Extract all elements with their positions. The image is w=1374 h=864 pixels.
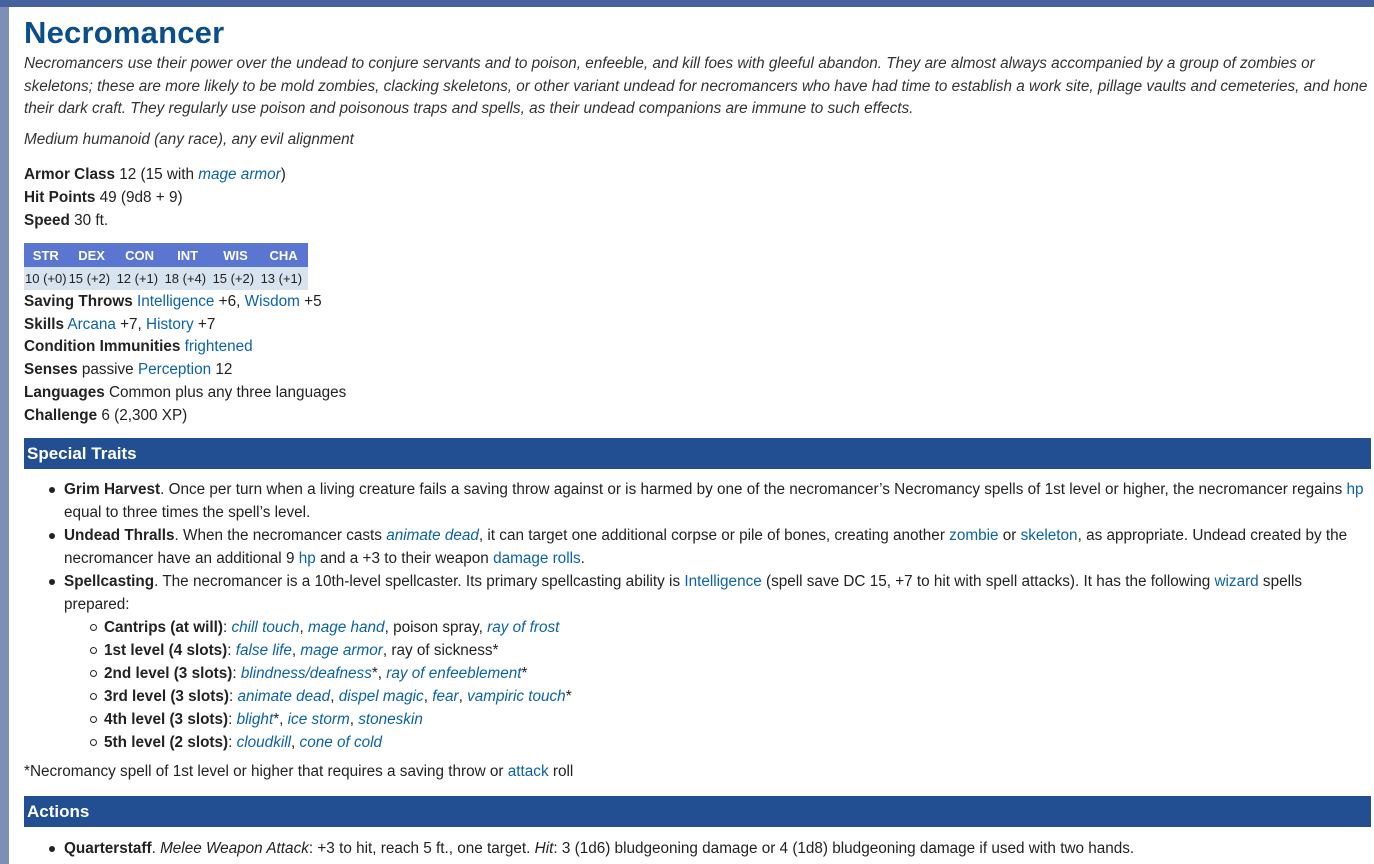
ability-header-cha: CHA	[260, 243, 308, 267]
skills-line	[24, 313, 215, 336]
spell-link-blindness-deafness[interactable]: blindness/deafness	[240, 665, 372, 682]
special-traits-list	[24, 478, 1364, 754]
ability-value-wis: 15 (+2)	[212, 267, 260, 290]
action-text: : 3 (1d6) bludgeoning damage or 4 (1d8) bludgeoning damage if used with two hands.	[553, 840, 1135, 857]
spell-level-label: 1st level (4 slots)	[104, 642, 228, 659]
trait-text: and a +3 to their weapon	[315, 550, 494, 567]
arcana-value: +7,	[115, 316, 147, 333]
saving-throws-label: Saving Throws	[24, 293, 133, 310]
wizard-link[interactable]: wizard	[1214, 573, 1259, 590]
spell-row-1st: 1st level (4 slots): false life, mage armor, ray of sickness*	[104, 639, 1364, 662]
spell-link-stoneskin[interactable]: stoneskin	[358, 711, 423, 728]
ability-value-cha: 13 (+1)	[260, 267, 308, 290]
page-title: Necromancer	[24, 15, 225, 50]
spell-link-animate-dead[interactable]: animate dead	[237, 688, 331, 705]
action-quarterstaff: Quarterstaff. Melee Weapon Attack: +3 to hit, reach 5 ft., one target. Hit: 3 (1d6) bludgeoning damage or 4 (1d8) bludgeoning damage if used with two hands.	[64, 837, 1364, 860]
condition-immunities-line	[24, 335, 253, 358]
intro-text: Necromancers use their power over the undead to conjure servants and to poison, enfeeble, and kill foes with gleeful abandon. They are almost always accompanied by a group of zombies or skeletons; these are more likely to be mold zombies, clacking skeletons, or other variant undead for necromancers who have had time to establish a work site, pillage vaults and cemeteries, and hone their dark craft. They regularly use poison and poisonous traps and spells, as their undead companions are immune to such effects.	[24, 55, 1368, 117]
trait-name: Undead Thralls	[64, 527, 175, 544]
spell-link-ice-storm[interactable]: ice storm	[287, 711, 350, 728]
history-value: +7	[193, 316, 216, 333]
ability-header-con: CON	[116, 243, 164, 267]
ability-header-str: STR	[24, 243, 68, 267]
senses-label: Senses	[24, 361, 78, 378]
trait-spellcasting	[64, 570, 1364, 754]
spell-link-vampiric-touch[interactable]: vampiric touch	[467, 688, 566, 705]
speed-label: Speed	[24, 212, 70, 229]
spell-link-false-life[interactable]: false life	[235, 642, 292, 659]
languages-line	[24, 381, 346, 404]
spell-link-cone-of-cold[interactable]: cone of cold	[299, 734, 383, 751]
footnote-end: roll	[548, 763, 574, 780]
trait-text: (spell save DC 15, +7 to hit with spell attacks). It has the following	[761, 573, 1215, 590]
armor-class-line	[24, 163, 286, 186]
action-text: : +3 to hit, reach 5 ft., one target.	[308, 840, 535, 857]
spell-row-4th: 4th level (3 slots): blight*, ice storm, stoneskin	[104, 708, 1364, 731]
animate-dead-link[interactable]: animate dead	[386, 527, 479, 544]
attack-link[interactable]: attack	[507, 763, 549, 780]
frightened-link[interactable]: frightened	[184, 338, 253, 355]
spell-link-ray-of-enfeeblement[interactable]: ray of enfeeblement	[386, 665, 522, 682]
hp-link[interactable]: hp	[298, 550, 316, 567]
spell-link-mage-hand[interactable]: mage hand	[308, 619, 385, 636]
necromancy-footnote	[24, 763, 573, 781]
hit-points-line	[24, 186, 183, 209]
spell-level-label: 4th level (3 slots)	[104, 711, 229, 728]
ability-value-dex: 15 (+2)	[68, 267, 116, 290]
hit-points-label: Hit Points	[24, 189, 96, 206]
spell-link-cloudkill[interactable]: cloudkill	[236, 734, 292, 751]
spell-level-label: Cantrips (at will)	[104, 619, 223, 636]
damage-rolls-link[interactable]: damage rolls	[493, 550, 581, 567]
trait-text: spells prepared:	[64, 573, 1303, 613]
spell-level-label: 5th level (2 slots)	[104, 734, 229, 751]
ability-header-row	[24, 243, 308, 267]
arcana-link[interactable]: Arcana	[67, 316, 116, 333]
mage-armor-link[interactable]: mage armor	[198, 166, 281, 183]
ability-header-dex: DEX	[68, 243, 116, 267]
spell-list	[64, 616, 1364, 754]
spell-level-label: 3rd level (3 slots)	[104, 688, 229, 705]
condition-immunities-label: Condition Immunities	[24, 338, 181, 355]
trait-text: or	[998, 527, 1021, 544]
ability-value-int: 18 (+4)	[164, 267, 212, 290]
trait-text: , as appropriate. Undead created by the necromancer have an additional 9	[64, 527, 1348, 567]
ability-header-int: INT	[164, 243, 212, 267]
trait-name: Spellcasting	[64, 573, 155, 590]
actions-list	[24, 837, 1364, 860]
skeleton-link[interactable]: skeleton	[1020, 527, 1078, 544]
armor-class-end: )	[280, 166, 286, 183]
spell-row-5th: 5th level (2 slots): cloudkill, cone of cold	[104, 731, 1364, 754]
ability-header-wis: WIS	[212, 243, 260, 267]
special-traits-header: Special Traits	[24, 438, 1371, 469]
hit-points-value: 49 (9d8 + 9)	[99, 189, 183, 206]
statblock-page	[9, 7, 1374, 864]
spell-link-dispel-magic[interactable]: dispel magic	[338, 688, 424, 705]
spell-link-chill-touch[interactable]: chill touch	[231, 619, 300, 636]
skills-label: Skills	[24, 316, 64, 333]
ability-scores-table	[24, 243, 308, 290]
top-frame-bar	[0, 0, 1374, 7]
challenge-value: 6 (2,300 XP)	[97, 407, 188, 424]
saving-throws-line	[24, 290, 322, 313]
footnote-text: *Necromancy spell of 1st level or higher that requires a saving throw or	[24, 763, 508, 780]
ability-value-str: 10 (+0)	[24, 267, 68, 290]
trait-name: Grim Harvest	[64, 481, 161, 498]
senses-line	[24, 358, 232, 381]
action-name: Quarterstaff	[64, 840, 152, 857]
challenge-line	[24, 404, 187, 427]
spell-level-label: 2nd level (3 slots)	[104, 665, 233, 682]
spell-poison-spray: poison spray	[393, 619, 479, 636]
wisdom-link[interactable]: Wisdom	[244, 293, 300, 310]
spell-link-blight[interactable]: blight	[236, 711, 274, 728]
speed-value: 30 ft.	[74, 212, 109, 229]
attack-type: Melee Weapon Attack	[160, 840, 309, 857]
trait-undead-thralls	[64, 524, 1364, 570]
actions-header: Actions	[24, 796, 1371, 827]
languages-label: Languages	[24, 384, 105, 401]
zombie-link[interactable]: zombie	[949, 527, 999, 544]
spell-row-cantrips: Cantrips (at will): chill touch, mage hand, poison spray, ray of frost	[104, 616, 1364, 639]
speed-line	[24, 209, 108, 232]
intelligence-link[interactable]: Intelligence	[684, 573, 762, 590]
spell-link-mage-armor[interactable]: mage armor	[300, 642, 383, 659]
trait-text: equal to three times the spell’s level.	[64, 504, 311, 521]
trait-text: , it can target one additional corpse or pile of bones, creating another	[478, 527, 950, 544]
languages-value: Common plus any three languages	[104, 384, 347, 401]
spell-link-fear[interactable]: fear	[432, 688, 459, 705]
spell-link-ray-of-frost[interactable]: ray of frost	[487, 619, 560, 636]
spell-ray-of-sickness: ray of sickness*	[391, 642, 499, 659]
history-link[interactable]: History	[146, 316, 194, 333]
saving-throw-int-value: +6,	[214, 293, 245, 310]
trait-grim-harvest	[64, 478, 1364, 524]
senses-value: 12	[211, 361, 233, 378]
armor-class-label: Armor Class	[24, 166, 115, 183]
trait-text: . Once per turn when a living creature fails a saving throw against or is harmed by one of the necromancer’s Necromancy spells of 1st level or higher, the necromancer regains	[160, 481, 1347, 498]
intelligence-link[interactable]: Intelligence	[137, 293, 215, 310]
ability-value-con: 12 (+1)	[116, 267, 164, 290]
trait-text: . When the necromancer casts	[174, 527, 387, 544]
challenge-label: Challenge	[24, 407, 98, 424]
saving-throw-wis-value: +5	[299, 293, 322, 310]
trait-text: .	[580, 550, 585, 567]
hit-label: Hit	[534, 840, 554, 857]
senses-prefix: passive	[77, 361, 138, 378]
trait-text: . The necromancer is a 10th-level spellcaster. Its primary spellcasting ability is	[154, 573, 685, 590]
creature-type: Medium humanoid (any race), any evil alignment	[24, 131, 354, 148]
hp-link[interactable]: hp	[1346, 481, 1364, 498]
spell-row-3rd: 3rd level (3 slots): animate dead, dispel magic, fear, vampiric touch*	[104, 685, 1364, 708]
ability-values-row	[24, 267, 308, 290]
perception-link[interactable]: Perception	[137, 361, 212, 378]
armor-class-value: 12 (15 with	[119, 166, 199, 183]
spell-row-2nd: 2nd level (3 slots): blindness/deafness*, ray of enfeeblement*	[104, 662, 1364, 685]
